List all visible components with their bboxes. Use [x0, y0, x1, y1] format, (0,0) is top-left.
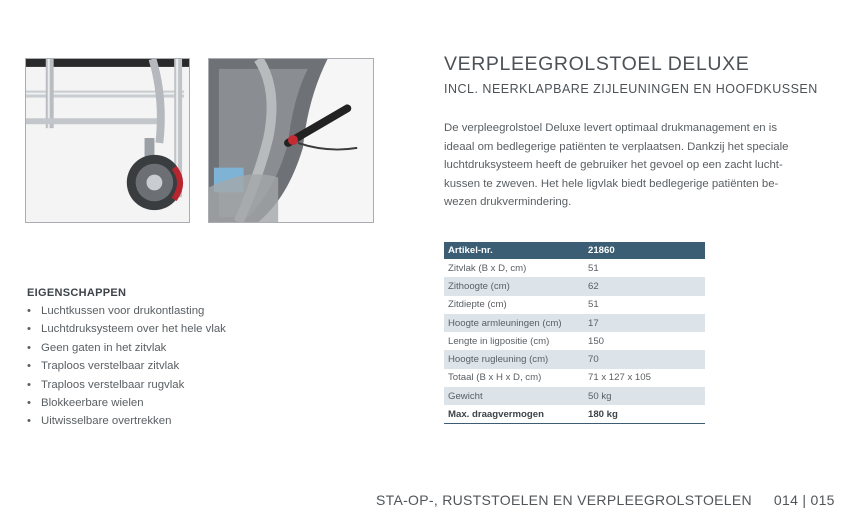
- bullet-icon: •: [27, 305, 31, 317]
- bullet-icon: •: [27, 341, 31, 354]
- bullet-icon: •: [27, 378, 31, 391]
- spec-label: Hoogte rugleuning (cm): [444, 350, 584, 368]
- spec-label: Zitvlak (B x D, cm): [448, 262, 527, 274]
- wheel-frame-photo: [25, 58, 190, 223]
- bullet-icon: •: [27, 323, 31, 336]
- list-item: [27, 412, 226, 430]
- specs-table: [444, 242, 705, 424]
- spec-value: 180 kg: [584, 405, 705, 423]
- table-row: [444, 277, 705, 295]
- property-label: Luchtkussen voor drukontlasting: [41, 305, 205, 317]
- spec-value: 62: [584, 277, 705, 295]
- properties-list: [27, 302, 226, 431]
- specs-header-value: 21860: [584, 242, 705, 259]
- bullet-icon: •: [27, 415, 31, 428]
- description-line: kussen te zweven. Het hele ligvlak biedt bedlegerige patiënten be-: [444, 177, 779, 190]
- table-row: [444, 369, 705, 387]
- spec-label: Totaal (B x H x D, cm): [448, 372, 542, 384]
- spec-value: 71 x 127 x 105: [588, 372, 651, 384]
- property-label: Geen gaten in het zitvlak: [41, 341, 167, 354]
- property-label: Traploos verstelbaar zitvlak: [41, 360, 180, 373]
- spec-label: Gewicht: [444, 387, 584, 405]
- footer-section-title: STA-OP-, RUSTSTOELEN EN VERPLEEGROLSTOELEN: [376, 492, 752, 508]
- description-line: wezen drukvermindering.: [444, 196, 572, 209]
- description-line: De verpleegrolstoel Deluxe levert optimaal drukmanagement en is: [444, 122, 778, 134]
- table-row: [444, 387, 705, 405]
- table-row: [444, 259, 705, 277]
- list-item: [27, 339, 226, 357]
- product-description: [444, 119, 836, 212]
- table-row: [444, 332, 705, 350]
- property-label: Uitwisselbare overtrekken: [41, 415, 172, 428]
- list-item: [27, 320, 226, 338]
- list-item: [27, 376, 226, 394]
- spec-value: 150: [588, 335, 605, 347]
- list-item: [27, 394, 226, 412]
- product-subtitle: INCL. NEERKLAPBARE ZIJLEUNINGEN EN HOOFDKUSSEN: [444, 82, 818, 96]
- product-title: VERPLEEGROLSTOEL DELUXE: [444, 53, 750, 75]
- spec-value: 51: [588, 299, 599, 311]
- spec-value: 17: [584, 314, 705, 332]
- bullet-icon: •: [27, 360, 31, 373]
- description-line: ideaal om bedlegerige patiënten te verplaatsen. Dankzij het speciale: [444, 140, 789, 153]
- list-item: [27, 357, 226, 375]
- property-label: Luchtdruksysteem over het hele vlak: [41, 323, 226, 336]
- list-item: [27, 302, 226, 320]
- property-label: Traploos verstelbaar rugvlak: [41, 378, 185, 391]
- cushion-handle-photo: [208, 58, 374, 223]
- table-row: [444, 296, 705, 314]
- specs-header-label: Artikel-nr.: [444, 242, 584, 259]
- spec-label: Zitdiepte (cm): [448, 299, 507, 311]
- spec-label: Hoogte armleuningen (cm): [444, 314, 584, 332]
- specs-header-row: [444, 242, 705, 259]
- table-row: [444, 405, 705, 423]
- property-label: Blokkeerbare wielen: [41, 396, 144, 409]
- table-row: [444, 350, 705, 368]
- bullet-icon: •: [27, 396, 31, 409]
- spec-label: Max. draagvermogen: [444, 405, 584, 423]
- spec-value: 50 kg: [584, 387, 705, 405]
- spec-value: 51: [588, 262, 599, 274]
- table-row: [444, 314, 705, 332]
- spec-label: Lengte in ligpositie (cm): [448, 335, 550, 347]
- footer-page-numbers: 014 | 015: [773, 492, 835, 508]
- spec-label: Zithoogte (cm): [444, 277, 584, 295]
- description-line: luchtdruksysteem heeft de gebruiker het gevoel op een zacht lucht-: [444, 159, 783, 172]
- properties-heading: EIGENSCHAPPEN: [27, 287, 127, 299]
- page-footer: [376, 492, 835, 508]
- spec-value: 70: [584, 350, 705, 368]
